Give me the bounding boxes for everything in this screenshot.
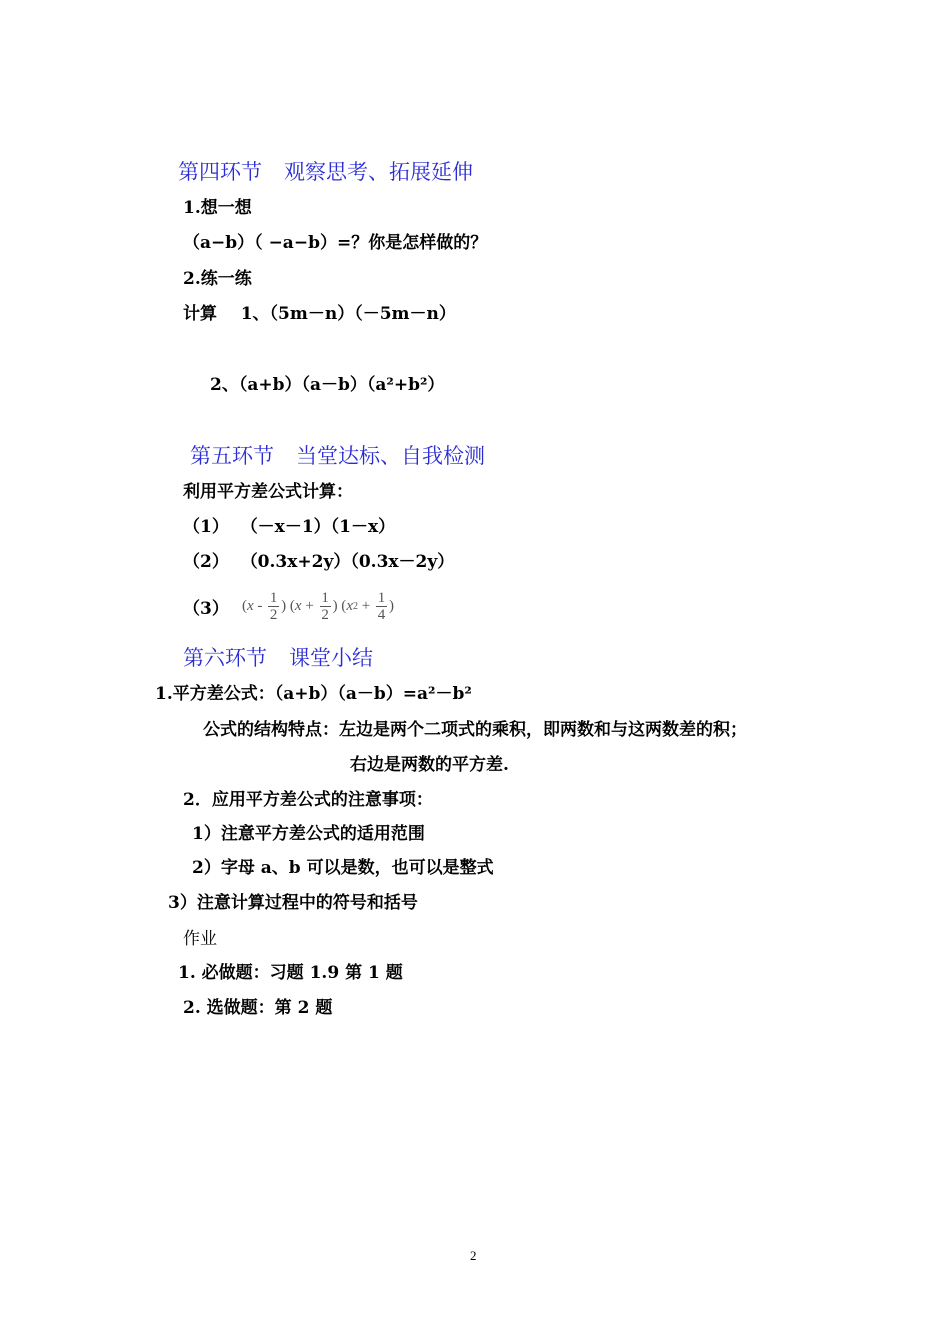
section5-intro: 利用平方差公式计算： xyxy=(183,482,353,502)
homework-title: 作业 xyxy=(183,929,217,949)
fraction-one-half: $\frac{1}{2}$ xyxy=(321,590,329,623)
feature-line-1: 公式的结构特点：左边是两个二项式的乘积，即两数和与这两数差的积； xyxy=(203,720,747,740)
think-question xyxy=(183,232,487,254)
problem-2 xyxy=(183,551,454,573)
page-number: 2 xyxy=(470,1248,477,1263)
section5-heading-b: 当堂达标、自我检测 xyxy=(296,444,485,468)
practice-title: 2.练一练 xyxy=(183,269,252,289)
section4-heading-b: 观察思考、拓展延伸 xyxy=(284,160,473,184)
formula-line: 1.平方差公式：（a+b）（a－b）=a²－b² xyxy=(155,684,472,704)
section6-heading-a: 第六环节 xyxy=(183,646,267,670)
section6-heading xyxy=(183,645,373,671)
section5-heading xyxy=(190,443,485,469)
feature-line-2: 右边是两数的平方差. xyxy=(350,755,509,775)
problem-1 xyxy=(183,516,395,538)
homework-item-1: 1. 必做题：习题 1.9 第 1 题 xyxy=(178,963,403,983)
calc-line-1 xyxy=(183,303,456,325)
think-title: 1.想一想 xyxy=(183,198,252,218)
problem-3-expr: ( x - $\frac{1}{2}$ ) ( x + $\frac{1}{2}$ ) ( x 2 + $\frac{1}{4}$ ) xyxy=(242,590,394,623)
problem-1-number: （1） xyxy=(183,517,229,537)
problem-2-expr: （0.3x+2y）（0.3x－2y） xyxy=(240,552,455,572)
calc-item-1: 1、（5m－n）（－5m－n） xyxy=(240,304,456,324)
note-1: 1）注意平方差公式的适用范围 xyxy=(192,824,425,844)
problem-3-number: （3） xyxy=(183,599,229,619)
note-3: 3）注意计算过程中的符号和括号 xyxy=(168,893,418,913)
calc-label: 计算 xyxy=(183,304,217,324)
think-question-text: （a−b）（ −a−b）=？你是怎样做的？ xyxy=(183,233,488,253)
fraction-one-quarter: $\frac{1}{4}$ xyxy=(377,590,386,623)
section4-heading xyxy=(178,159,473,185)
notes-title: 2．应用平方差公式的注意事项： xyxy=(183,790,433,810)
homework-item-2: 2. 选做题：第 2 题 xyxy=(183,998,333,1018)
calc-item-2: 2、（a+b）（a－b）（a²+b²） xyxy=(210,375,445,395)
section5-heading-a: 第五环节 xyxy=(190,444,274,468)
problem-1-expr: （－x－1）（1－x） xyxy=(240,517,396,537)
section6-heading-b: 课堂小结 xyxy=(289,646,373,670)
fraction-one-half: $\frac{1}{2}$ xyxy=(269,590,278,623)
problem-2-number: （2） xyxy=(183,552,229,572)
note-2: 2）字母 a、b 可以是数，也可以是整式 xyxy=(192,858,494,878)
section4-heading-a: 第四环节 xyxy=(178,160,262,184)
